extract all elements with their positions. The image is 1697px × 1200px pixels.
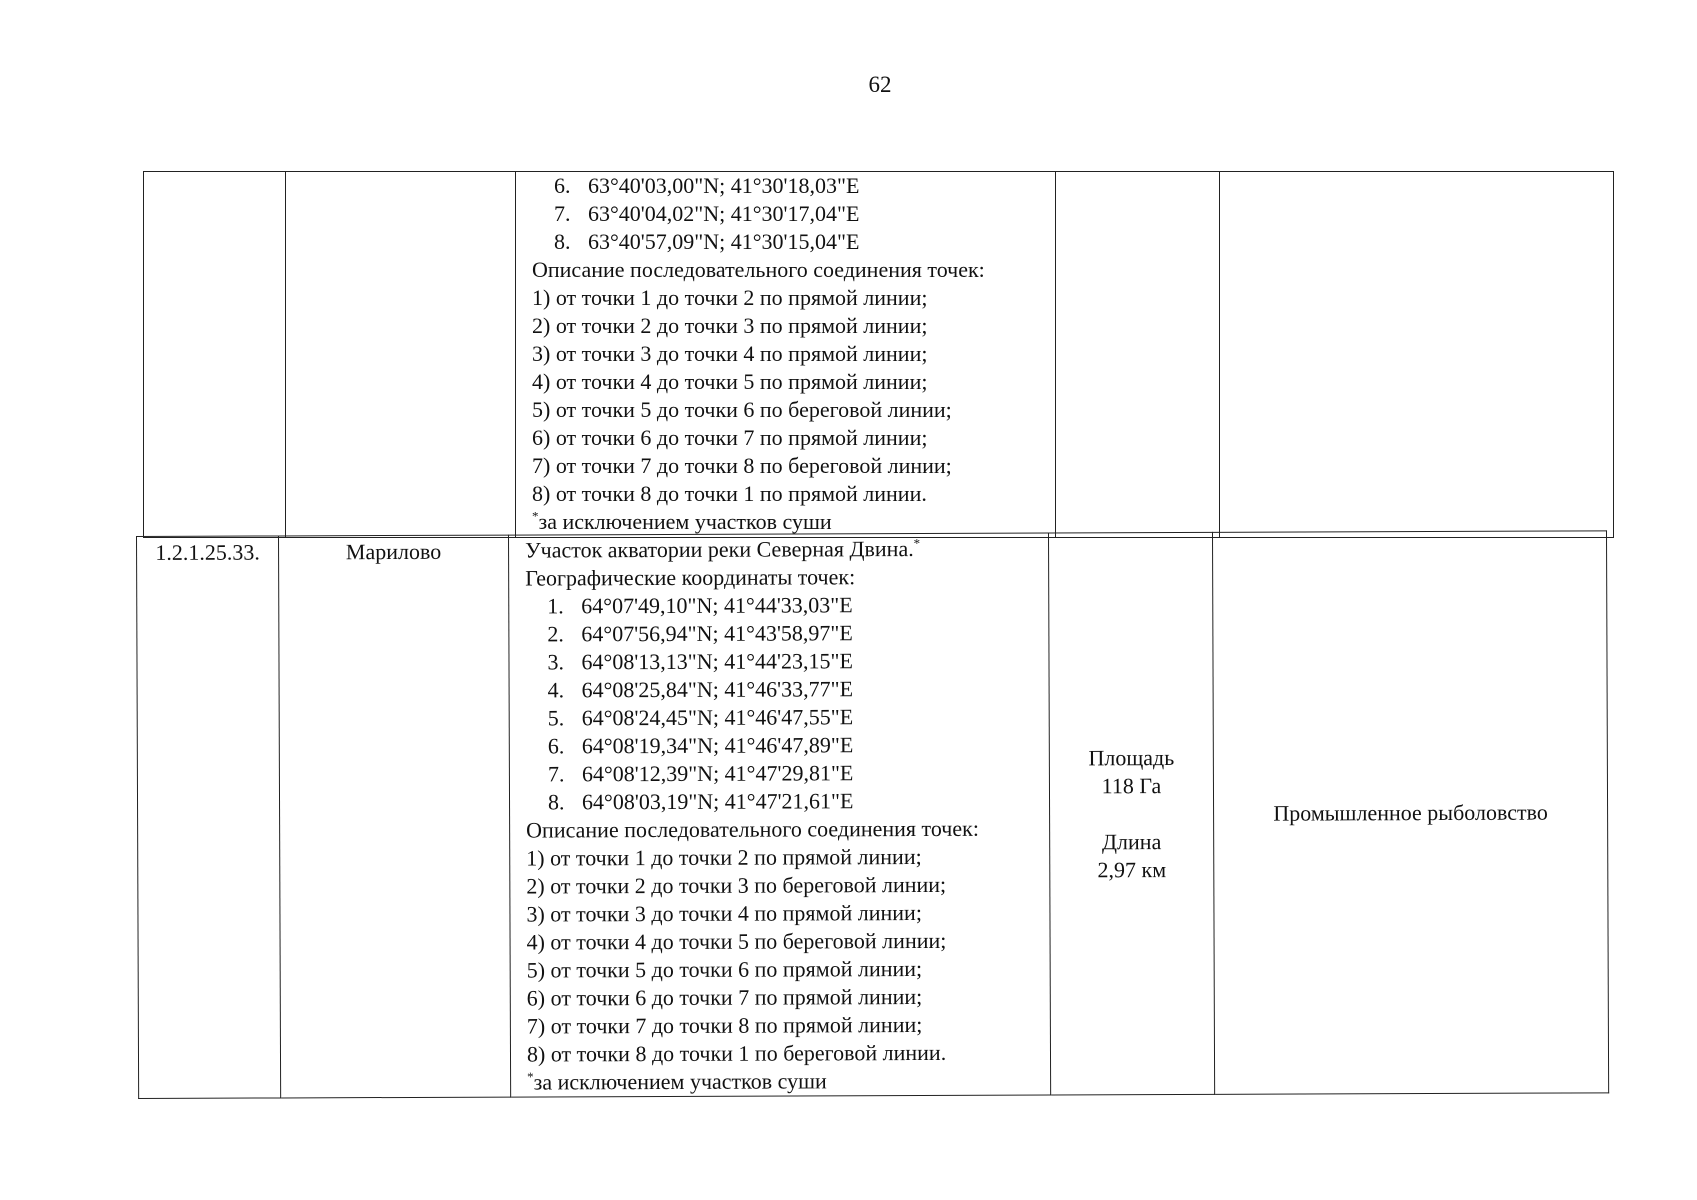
cell-location (286, 172, 516, 538)
footnote-mark: * (527, 1069, 534, 1085)
coordinate-point (532, 200, 1047, 228)
connection-line: 3) от точки 3 до точки 4 по прямой линии; (526, 899, 922, 927)
point-number: 6. (554, 173, 571, 198)
point-coordinate: 63°40'04,02"N; 41°30'17,04"E (588, 201, 860, 226)
table-row (137, 531, 1609, 1099)
point-coordinate: 63°40'03,00"N; 41°30'18,03"E (588, 173, 860, 198)
connection-line: 6) от точки 6 до точки 7 по прямой линии; (526, 983, 923, 1011)
coordinates-heading: Географические координаты точек: (525, 564, 856, 591)
cell-purpose (1220, 172, 1614, 538)
cell-size (1048, 532, 1214, 1095)
connection-line: 8) от точки 8 до точки 1 по прямой линии. (532, 481, 927, 506)
connection-heading: Описание последовательного соединения точек: (532, 257, 985, 282)
connection-line: 5) от точки 5 до точки 6 по прямой линии; (526, 955, 923, 983)
cell-description (516, 172, 1056, 538)
footnote (527, 1067, 1042, 1097)
coordinate-point (526, 787, 1041, 817)
area-title-text: Участок акватории реки Северная Двина. (525, 536, 914, 563)
point-coordinate: 64°08'03,19"N; 41°47'21,61"E (581, 788, 854, 815)
area-label: Площадь (1088, 744, 1175, 770)
point-coordinate: 63°40'57,09"N; 41°30'15,04"E (588, 229, 860, 254)
area-title (525, 535, 1040, 565)
coordinate-point (525, 591, 1040, 621)
table-continued-row (143, 171, 1614, 538)
coordinate-point (526, 731, 1041, 761)
point-coordinate: 64°07'56,94"N; 41°43'58,97"E (581, 620, 853, 647)
point-coordinate: 64°08'19,34"N; 41°46'47,89"E (581, 732, 854, 759)
coordinate-point (532, 172, 1047, 200)
footnote-mark: * (532, 508, 539, 524)
connection-line: 8) от точки 8 до точки 1 по береговой линии. (526, 1039, 947, 1067)
point-coordinate: 64°08'12,39"N; 41°47'29,81"E (581, 760, 854, 787)
point-number: 5. (547, 705, 565, 731)
connection-line: 4) от точки 4 до точки 5 по прямой линии; (532, 369, 928, 394)
cell-description (508, 533, 1050, 1097)
connection-line: 1) от точки 1 до точки 2 по прямой линии; (526, 843, 922, 871)
footnote-text: за исключением участков суши (538, 509, 832, 534)
point-coordinate: 64°08'13,13"N; 41°44'23,15"E (581, 648, 853, 675)
connection-line: 6) от точки 6 до точки 7 по прямой линии; (532, 425, 928, 450)
connection-heading: Описание последовательного соединения точек: (526, 815, 979, 843)
coordinate-point (526, 759, 1041, 789)
connection-line: 2) от точки 2 до точки 3 по прямой линии; (532, 313, 928, 338)
connection-line: 7) от точки 7 до точки 8 по береговой линии; (532, 453, 952, 478)
cell-size (1056, 172, 1220, 538)
coordinate-point (526, 703, 1041, 733)
connection-line: 7) от точки 7 до точки 8 по прямой линии; (526, 1011, 923, 1039)
coordinate-point (525, 647, 1040, 677)
footnote-mark: * (913, 535, 921, 551)
point-number: 1. (547, 593, 564, 619)
point-number: 7. (547, 761, 565, 787)
cell-purpose: Промышленное рыболовство (1212, 531, 1608, 1095)
area-value: 118 Га (1101, 772, 1162, 798)
coordinate-point (526, 675, 1041, 705)
point-number: 6. (547, 733, 565, 759)
coordinate-point (525, 619, 1040, 649)
point-number: 8. (547, 789, 565, 815)
table-row-marilovo (136, 530, 1609, 1099)
cell-location: Марилово (279, 535, 511, 1098)
table-row (144, 172, 1614, 538)
length-label: Длина (1101, 828, 1162, 854)
point-number: 3. (547, 649, 565, 675)
point-number: 2. (547, 621, 564, 647)
cell-number: 1.2.1.25.33. (137, 536, 281, 1099)
point-coordinate: 64°08'24,45"N; 41°46'47,55"E (581, 704, 854, 731)
page-number: 62 (868, 72, 892, 97)
cell-number (144, 172, 286, 538)
connection-line: 2) от точки 2 до точки 3 по береговой линии; (526, 871, 947, 899)
point-number: 7. (554, 201, 571, 226)
connection-line: 4) от точки 4 до точки 5 по береговой линии; (526, 927, 947, 955)
length-value: 2,97 км (1097, 856, 1167, 882)
point-number: 8. (554, 229, 571, 254)
connection-line: 3) от точки 3 до точки 4 по прямой линии; (532, 341, 928, 366)
connection-line: 1) от точки 1 до точки 2 по прямой линии; (532, 285, 928, 310)
point-coordinate: 64°07'49,10"N; 41°44'33,03"E (581, 592, 853, 619)
connection-line: 5) от точки 5 до точки 6 по береговой линии; (532, 397, 952, 422)
coordinate-point (532, 228, 1047, 256)
footnote-text: за исключением участков суши (533, 1068, 827, 1095)
point-coordinate: 64°08'25,84"N; 41°46'33,77"E (581, 676, 854, 703)
point-number: 4. (547, 677, 565, 703)
